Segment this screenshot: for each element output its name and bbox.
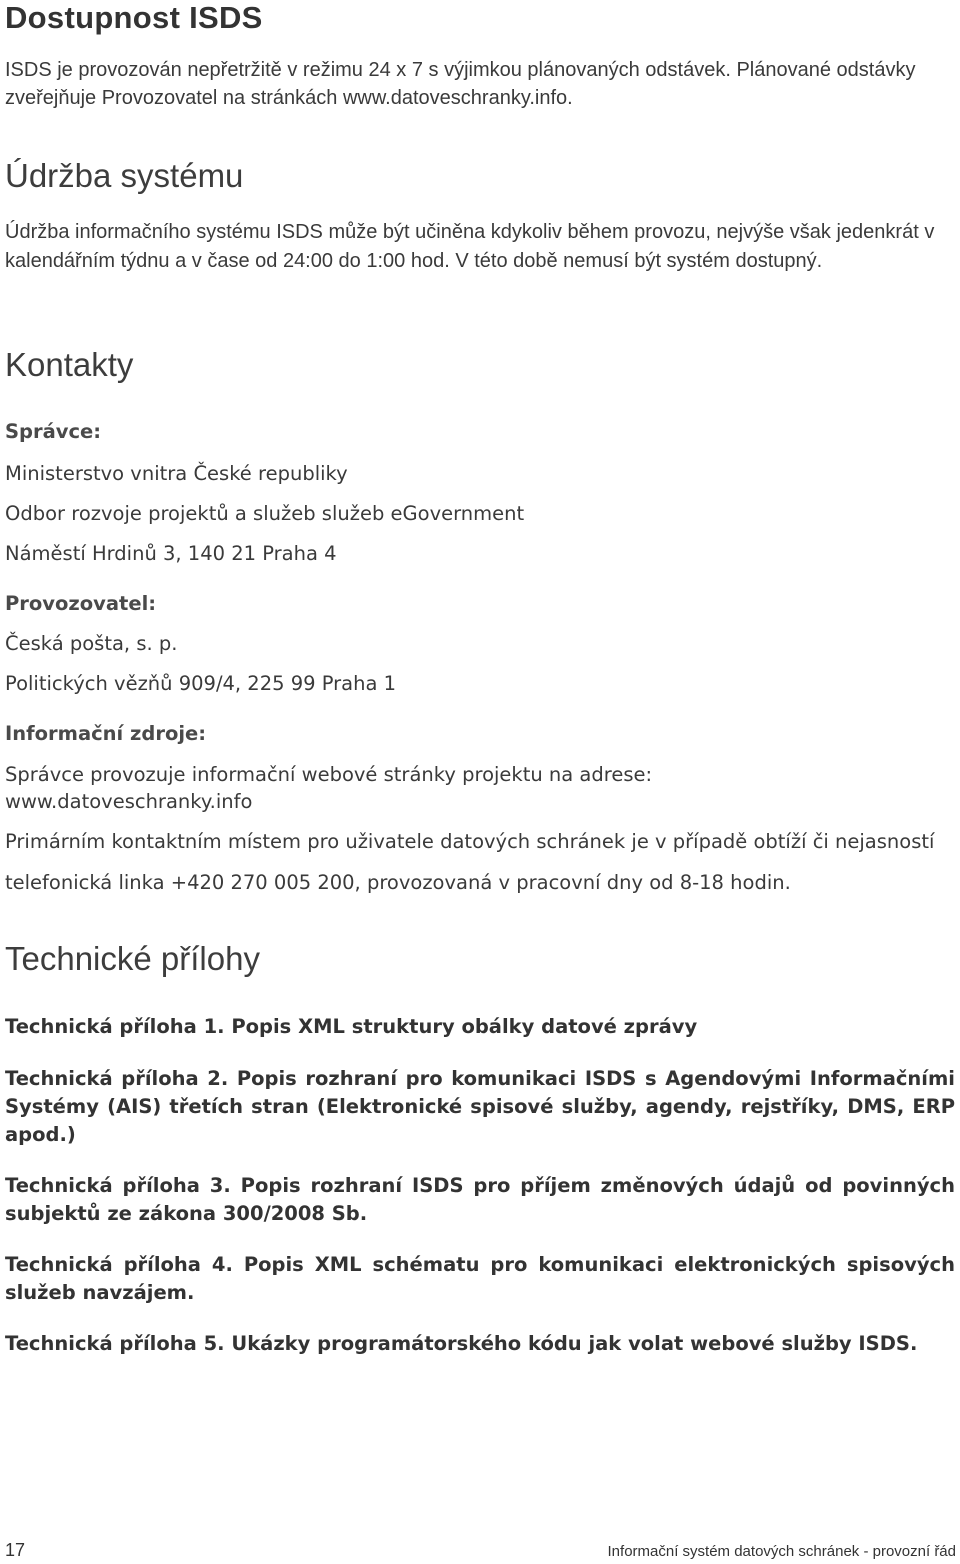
tech-appendix-4: Technická příloha 4. Popis XML schématu pro komunikaci elektronických spisových služeb navzájem. <box>5 1253 955 1304</box>
zdroje-label: Informační zdroje: <box>5 722 207 745</box>
spravce-line-3: Náměstí Hrdinů 3, 140 21 Praha 4 <box>5 542 337 565</box>
provozovatel-line-2: Politických vězňů 909/4, 225 99 Praha 1 <box>5 672 397 695</box>
provozovatel-label: Provozovatel: <box>5 592 157 615</box>
zdroje-link[interactable]: www.datoveschranky.info <box>5 790 253 813</box>
tech-appendix-1: Technická příloha 1. Popis XML struktury obálky datové zprávy <box>5 1015 698 1038</box>
zdroje-line-4: telefonická linka +420 270 005 200, provozovaná v pracovní dny od 8-18 hodin. <box>5 871 791 894</box>
tech-appendix-3: Technická příloha 3. Popis rozhraní ISDS pro příjem změnových údajů od povinných subjektů ze zákona 300/2008 Sb. <box>5 1174 955 1225</box>
zdroje-line-3: Primárním kontaktním místem pro uživatele datových schránek je v případě obtíží či nejasností <box>5 830 935 853</box>
tech-appendix-5: Technická příloha 5. Ukázky programátorského kódu jak volat webové služby ISDS. <box>5 1332 918 1355</box>
heading-udrzba: Údržba systému <box>5 157 244 194</box>
provozovatel-line-1: Česká pošta, s. p. <box>5 632 178 655</box>
heading-kontakty: Kontakty <box>5 346 134 383</box>
footer-title: Informační systém datových schránek - provozní řád <box>607 1543 956 1560</box>
tech-appendix-2: Technická příloha 2. Popis rozhraní pro komunikaci ISDS s Agendovými Informačními Systémy (AIS) třetích stran (Elektronické spisové služby, agendy, rejstříky, DMS, ERP apod.) <box>5 1067 955 1146</box>
heading-technicke-prilohy: Technické přílohy <box>5 940 260 977</box>
heading-dostupnost: Dostupnost ISDS <box>5 0 263 35</box>
paragraph-dostupnost: ISDS je provozován nepřetržitě v režimu 24 x 7 s výjimkou plánovaných odstávek. Plánované odstávky zveřejňuje Provozovatel na stránkách www.datoveschranky.info. <box>5 59 916 109</box>
paragraph-udrzba: Údržba informačního systému ISDS může být učiněna kdykoliv během provozu, nejvýše však jedenkrát v kalendářním týdnu a v čase od 24:00 do 1:00 hod. V této době nemusí být systém dostupný. <box>5 221 935 272</box>
spravce-line-2: Odbor rozvoje projektů a služeb služeb eGovernment <box>5 502 525 525</box>
spravce-label: Správce: <box>5 420 102 443</box>
spravce-line-1: Ministerstvo vnitra České republiky <box>5 462 348 485</box>
zdroje-line-1: Správce provozuje informační webové stránky projektu na adrese: <box>5 763 653 786</box>
page-number: 17 <box>5 1540 26 1560</box>
